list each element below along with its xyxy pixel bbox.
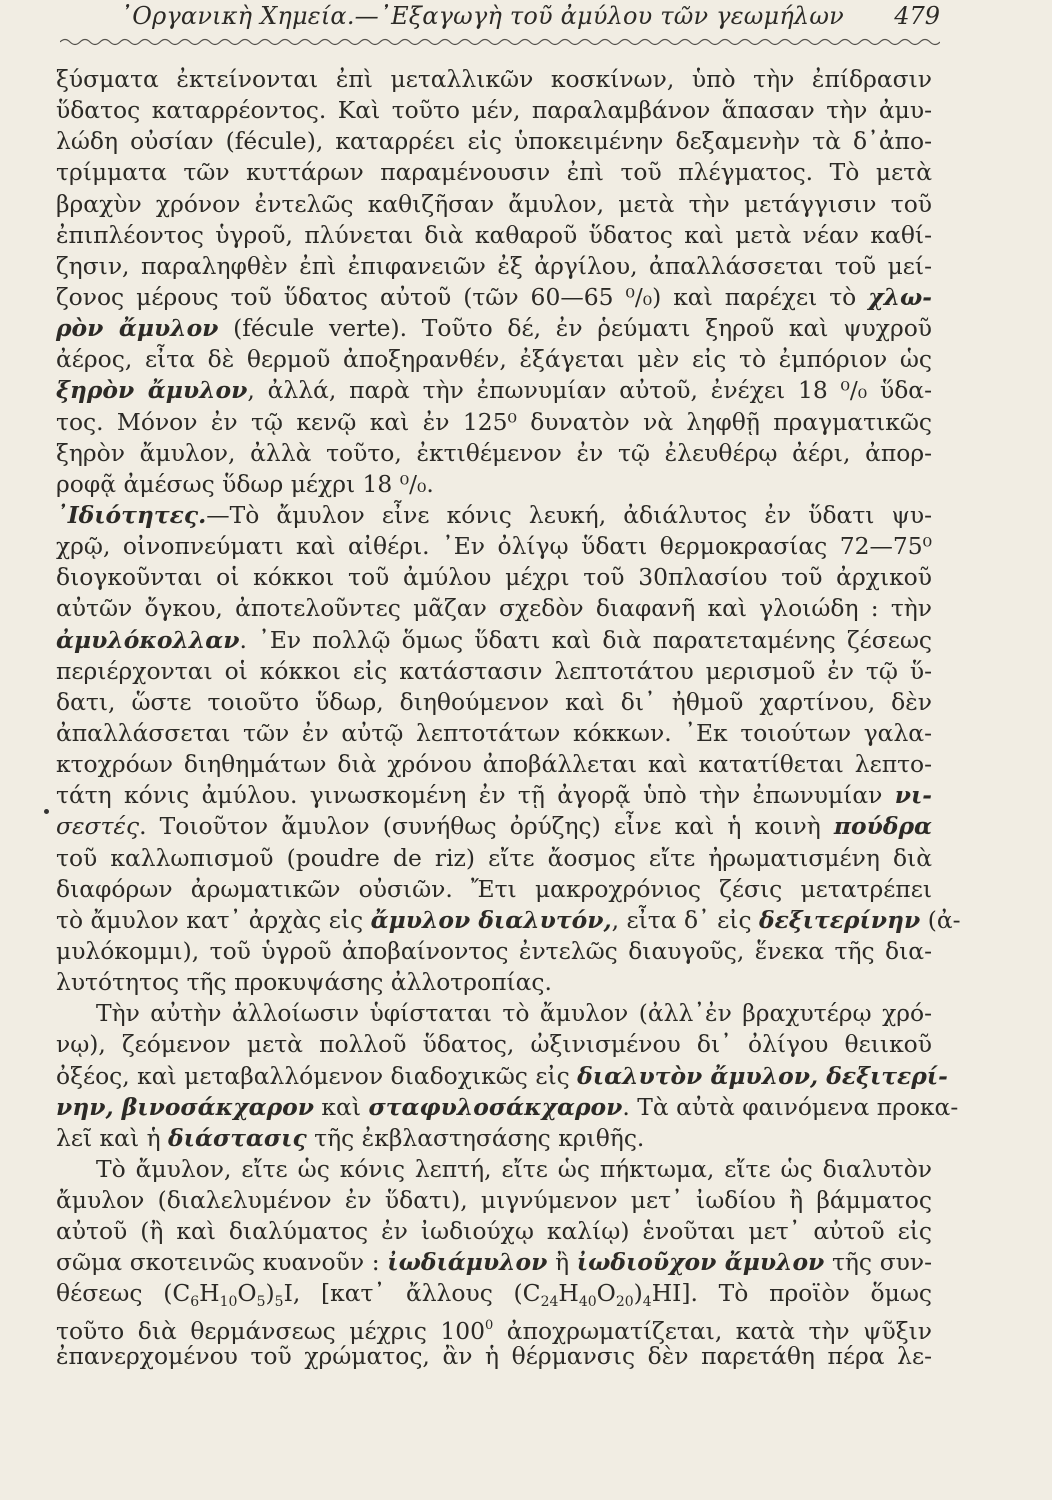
emphasis: νην, βινοσάκχαρον xyxy=(56,1092,314,1121)
text-line: μυλόκομμι), τοῦ ὑγροῦ ἀποβαίνοντος ἐντελῶς διαυγοῦς, ἕνεκα τῆς δια- xyxy=(56,936,932,965)
subscript: 4 xyxy=(642,1294,652,1311)
text-run: H xyxy=(199,1279,220,1308)
text-run: τῆς ἐκβλαστησάσης κριθῆς. xyxy=(306,1123,645,1152)
text-run: τοῦτο διὰ θερμάνσεως μέχρις 100 xyxy=(56,1316,485,1345)
subscript: 5 xyxy=(256,1294,266,1311)
text-line: διαφόρων ἀρωματικῶν οὐσιῶν. Ἔτι μακροχρόνιος ζέσις μετατρέπει xyxy=(56,874,932,903)
text-line: λώδη οὐσίαν (fécule), καταρρέει εἰς ὑποκειμένην δεξαμενὴν τὰ δ᾽ἀπο- xyxy=(56,127,932,156)
text-line: βραχὺν χρόνον ἐντελῶς καθιζῆσαν ἄμυλον, μετὰ τὴν μετάγγισιν τοῦ xyxy=(56,189,932,218)
text-line: κτοχρόων διηθημάτων διὰ χρόνου ἀποβάλλεται καὶ κατατίθεται λεπτο- xyxy=(56,750,932,779)
text-run: καὶ xyxy=(313,1092,369,1121)
text-run: . Τοιοῦτον ἄμυλον (συνήθως ὀρύζης) εἶνε καὶ ἡ κοινὴ xyxy=(139,812,834,841)
emphasis: ἀμυλόκολλαν xyxy=(56,625,240,654)
subscript: 10 xyxy=(219,1294,238,1311)
text-line: τρίμματα τῶν κυττάρων παραμένουσιν ἐπὶ τοῦ πλέγματος. Τὸ μετὰ xyxy=(56,158,932,187)
emphasis: σεστές xyxy=(56,812,140,841)
text-line: αὐτοῦ (ἢ καὶ διαλύματος ἐν ἰωδιούχῳ καλίῳ) ἑνοῦται μετ᾽ αὐτοῦ εἰς xyxy=(56,1217,932,1246)
running-header xyxy=(120,2,940,38)
text-line xyxy=(56,905,961,936)
text-line: διογκοῦνται οἱ κόκκοι τοῦ ἀμύλου μέχρι τοῦ 30πλασίου τοῦ ἀρχικοῦ xyxy=(56,563,932,592)
text-line xyxy=(56,811,932,842)
main-text xyxy=(56,64,961,1372)
text-run: (ἀ- xyxy=(920,905,961,934)
text-run: ) xyxy=(265,1279,275,1308)
subscript: 5 xyxy=(274,1294,284,1311)
text-run: O xyxy=(237,1279,257,1308)
text-line xyxy=(56,1123,932,1154)
section-heading: ᾽Ιδιότητες. xyxy=(56,500,207,529)
emphasis: ἰωδιάμυλον xyxy=(387,1248,548,1277)
text-line xyxy=(56,1310,932,1345)
text-run: ὀξέος, καὶ μεταβαλλόμενον διαδοχικῶς εἰς xyxy=(56,1061,578,1090)
text-run: τάτη κόνις ἀμύλου. γινωσκομένη ἐν τῇ ἀγορᾷ ὑπὸ τὴν ἐπωνυμίαν xyxy=(56,781,895,810)
text-run: , ἀλλά, παρὰ τὴν ἐπωνυμίαν αὐτοῦ, ἐνέχει 18 ⁰/₀ ὕδα- xyxy=(247,376,932,405)
emphasis: ξηρὸν ἄμυλον xyxy=(56,376,248,405)
text-line: ξηρὸν ἄμυλον, ἀλλὰ τοῦτο, ἐκτιθέμενον ἐν τῷ ἐλευθέρῳ ἀέρι, ἀπορ- xyxy=(56,438,932,467)
subscript: 40 xyxy=(578,1294,597,1311)
text-line: ξύσματα ἐκτείνονται ἐπὶ μεταλλικῶν κοσκίνων, ὑπὸ τὴν ἐπίδρασιν xyxy=(56,65,932,93)
header-wavy-rule xyxy=(60,36,940,48)
text-run: I, [κατ᾽ ἄλλους (C xyxy=(283,1279,541,1308)
text-line: δατι, ὥστε τοιοῦτο ὕδωρ, διηθούμενον καὶ δι᾽ ἠθμοῦ χαρτίνου, δὲν xyxy=(56,687,932,716)
text-run: ἀποχρωματίζεται, κατὰ τὴν ψῦξιν xyxy=(493,1316,932,1345)
text-line: ἐπανερχομένου τοῦ χρώματος, ἂν ἡ θέρμανσις δὲν παρετάθη πέρα λε- xyxy=(56,1341,932,1370)
text-run: τῆς συν- xyxy=(824,1248,933,1277)
text-run: H xyxy=(558,1279,579,1308)
text-run: σῶμα σκοτεινῶς κυανοῦν : xyxy=(56,1248,388,1277)
text-line: ἀέρος, εἶτα δὲ θερμοῦ ἀποξηρανθέν, ἐξάγεται μὲν εἰς τὸ ἐμπόριον ὡς xyxy=(56,345,932,374)
subscript: 20 xyxy=(615,1294,634,1311)
text-run: —Τὸ ἄμυλον εἶνε κόνις λευκή, ἀδιάλυτος ἐν ὕδατι ψυ- xyxy=(206,500,932,529)
text-line: ἐπιπλέοντος ὑγροῦ, πλύνεται διὰ καθαροῦ ὕδατος καὶ μετὰ νέαν καθί- xyxy=(56,220,932,249)
text-line xyxy=(56,500,932,531)
text-line: Τὴν αὐτὴν ἀλλοίωσιν ὑφίσταται τὸ ἄμυλον (ἀλλ᾽ἐν βραχυτέρῳ χρό- xyxy=(96,999,932,1028)
superscript: 0 xyxy=(484,1317,494,1333)
emphasis: ἄμυλον xyxy=(118,314,219,343)
text-run: λεῖ καὶ ἡ xyxy=(56,1123,169,1152)
emphasis: χλω- xyxy=(868,282,932,311)
emphasis: διάστασις xyxy=(168,1123,307,1152)
text-line: ἄμυλον (διαλελυμένον ἐν ὕδατι), μιγνύμενον μετ᾽ ἰωδίου ἢ βάμματος xyxy=(56,1186,932,1215)
header-title: ᾽Οργανικὴ Χημεία.—᾽Εξαγωγὴ τοῦ ἀμύλου τῶν γεωμήλων xyxy=(120,2,844,30)
text-line: νῳ), ζεόμενον μετὰ πολλοῦ ὕδατος, ὠξινισμένου δι᾽ ὀλίγου θειικοῦ xyxy=(56,1030,932,1059)
text-run: . Τὰ αὐτὰ φαινόμενα προκα- xyxy=(622,1092,959,1121)
text-line: ὕδατος καταρρέοντος. Καὶ τοῦτο μέν, παραλαμβάνον ἅπασαν τὴν ἀμυ- xyxy=(56,96,932,125)
emphasis: νι- xyxy=(894,781,932,810)
text-line: περιέρχονται οἱ κόκκοι εἰς κατάστασιν λεπτοτάτου μερισμοῦ ἐν τῷ ὕ- xyxy=(56,656,932,685)
text-run: ) xyxy=(633,1279,643,1308)
text-run: τὸ ἄμυλον κατ᾽ ἀρχὰς εἰς xyxy=(56,905,371,934)
text-line xyxy=(56,1092,959,1123)
text-run: O xyxy=(596,1279,616,1308)
text-line: τος. Μόνον ἐν τῷ κενῷ καὶ ἐν 125⁰ δυνατὸν νὰ ληφθῇ πραγματικῶς xyxy=(56,407,932,436)
text-run: . ᾽Εν πολλῷ ὅμως ὕδατι καὶ διὰ παρατεταμένης ζέσεως xyxy=(239,625,932,654)
text-line xyxy=(56,375,932,406)
emphasis: δεξιτερίνην xyxy=(758,905,921,934)
emphasis: διαλυτὸν ἄμυλον, δεξιτερί- xyxy=(577,1061,948,1090)
text-line xyxy=(56,625,932,656)
text-line: χρῷ, οἰνοπνεύματι καὶ αἰθέρι. ᾽Εν ὀλίγῳ ὕδατι θερμοκρασίας 72—75⁰ xyxy=(56,532,932,561)
text-run: ἢ xyxy=(547,1248,577,1277)
text-line: λυτότητος τῆς προκυψάσης ἀλλοτροπίας. xyxy=(56,968,552,997)
text-line xyxy=(56,1061,948,1092)
text-run: HI]. Τὸ προϊὸν ὅμως xyxy=(651,1279,933,1308)
emphasis: ἰωδιοῦχον ἄμυλον xyxy=(576,1248,825,1277)
formula-line xyxy=(56,1278,932,1309)
text-line xyxy=(56,282,932,313)
emphasis: ἄμυλον διαλυτόν, xyxy=(370,905,612,934)
page-number: 479 xyxy=(894,2,940,30)
text-line: τοῦ καλλωπισμοῦ (poudre de riz) εἴτε ἄοσμος εἴτε ἠρωματισμένη διὰ xyxy=(56,843,932,872)
ink-speck xyxy=(44,809,49,814)
text-run: θέσεως (C xyxy=(56,1279,191,1308)
text-line xyxy=(56,313,932,344)
text-line: ἀπαλλάσσεται τῶν ἐν αὐτῷ λεπτοτάτων κόκκων. ᾽Εκ τοιούτων γαλα- xyxy=(56,718,932,747)
emphasis: ρὸν xyxy=(56,314,119,343)
text-line: ροφᾷ ἀμέσως ὕδωρ μέχρι 18 ⁰/₀. xyxy=(56,469,434,498)
text-run: , εἶτα δ᾽ εἰς xyxy=(611,905,759,934)
text-run: ζονος μέρους τοῦ ὕδατος αὐτοῦ (τῶν 60—65 ⁰/₀) καὶ παρέχει τὸ xyxy=(56,282,869,311)
subscript: 24 xyxy=(540,1294,559,1311)
text-run: (fécule verte). Τοῦτο δέ, ἐν ῥεύματι ξηροῦ καὶ ψυχροῦ xyxy=(218,314,932,343)
text-line xyxy=(56,1247,932,1278)
text-line: αὐτῶν ὄγκου, ἀποτελοῦντες μᾶζαν σχεδὸν διαφανῆ καὶ γλοιώδη : τὴν xyxy=(56,594,932,623)
subscript: 6 xyxy=(190,1294,200,1311)
text-line xyxy=(56,780,932,811)
text-line: Τὸ ἄμυλον, εἴτε ὡς κόνις λεπτή, εἴτε ὡς πήκτωμα, εἴτε ὡς διαλυτὸν xyxy=(96,1154,932,1183)
text-line: ζησιν, παραληφθὲν ἐπὶ ἐπιφανειῶν ἐξ ἀργίλου, ἀπαλλάσσεται τοῦ μεί- xyxy=(56,251,932,280)
emphasis: σταφυλοσάκχαρον xyxy=(368,1092,623,1121)
emphasis: πούδρα xyxy=(833,812,932,841)
